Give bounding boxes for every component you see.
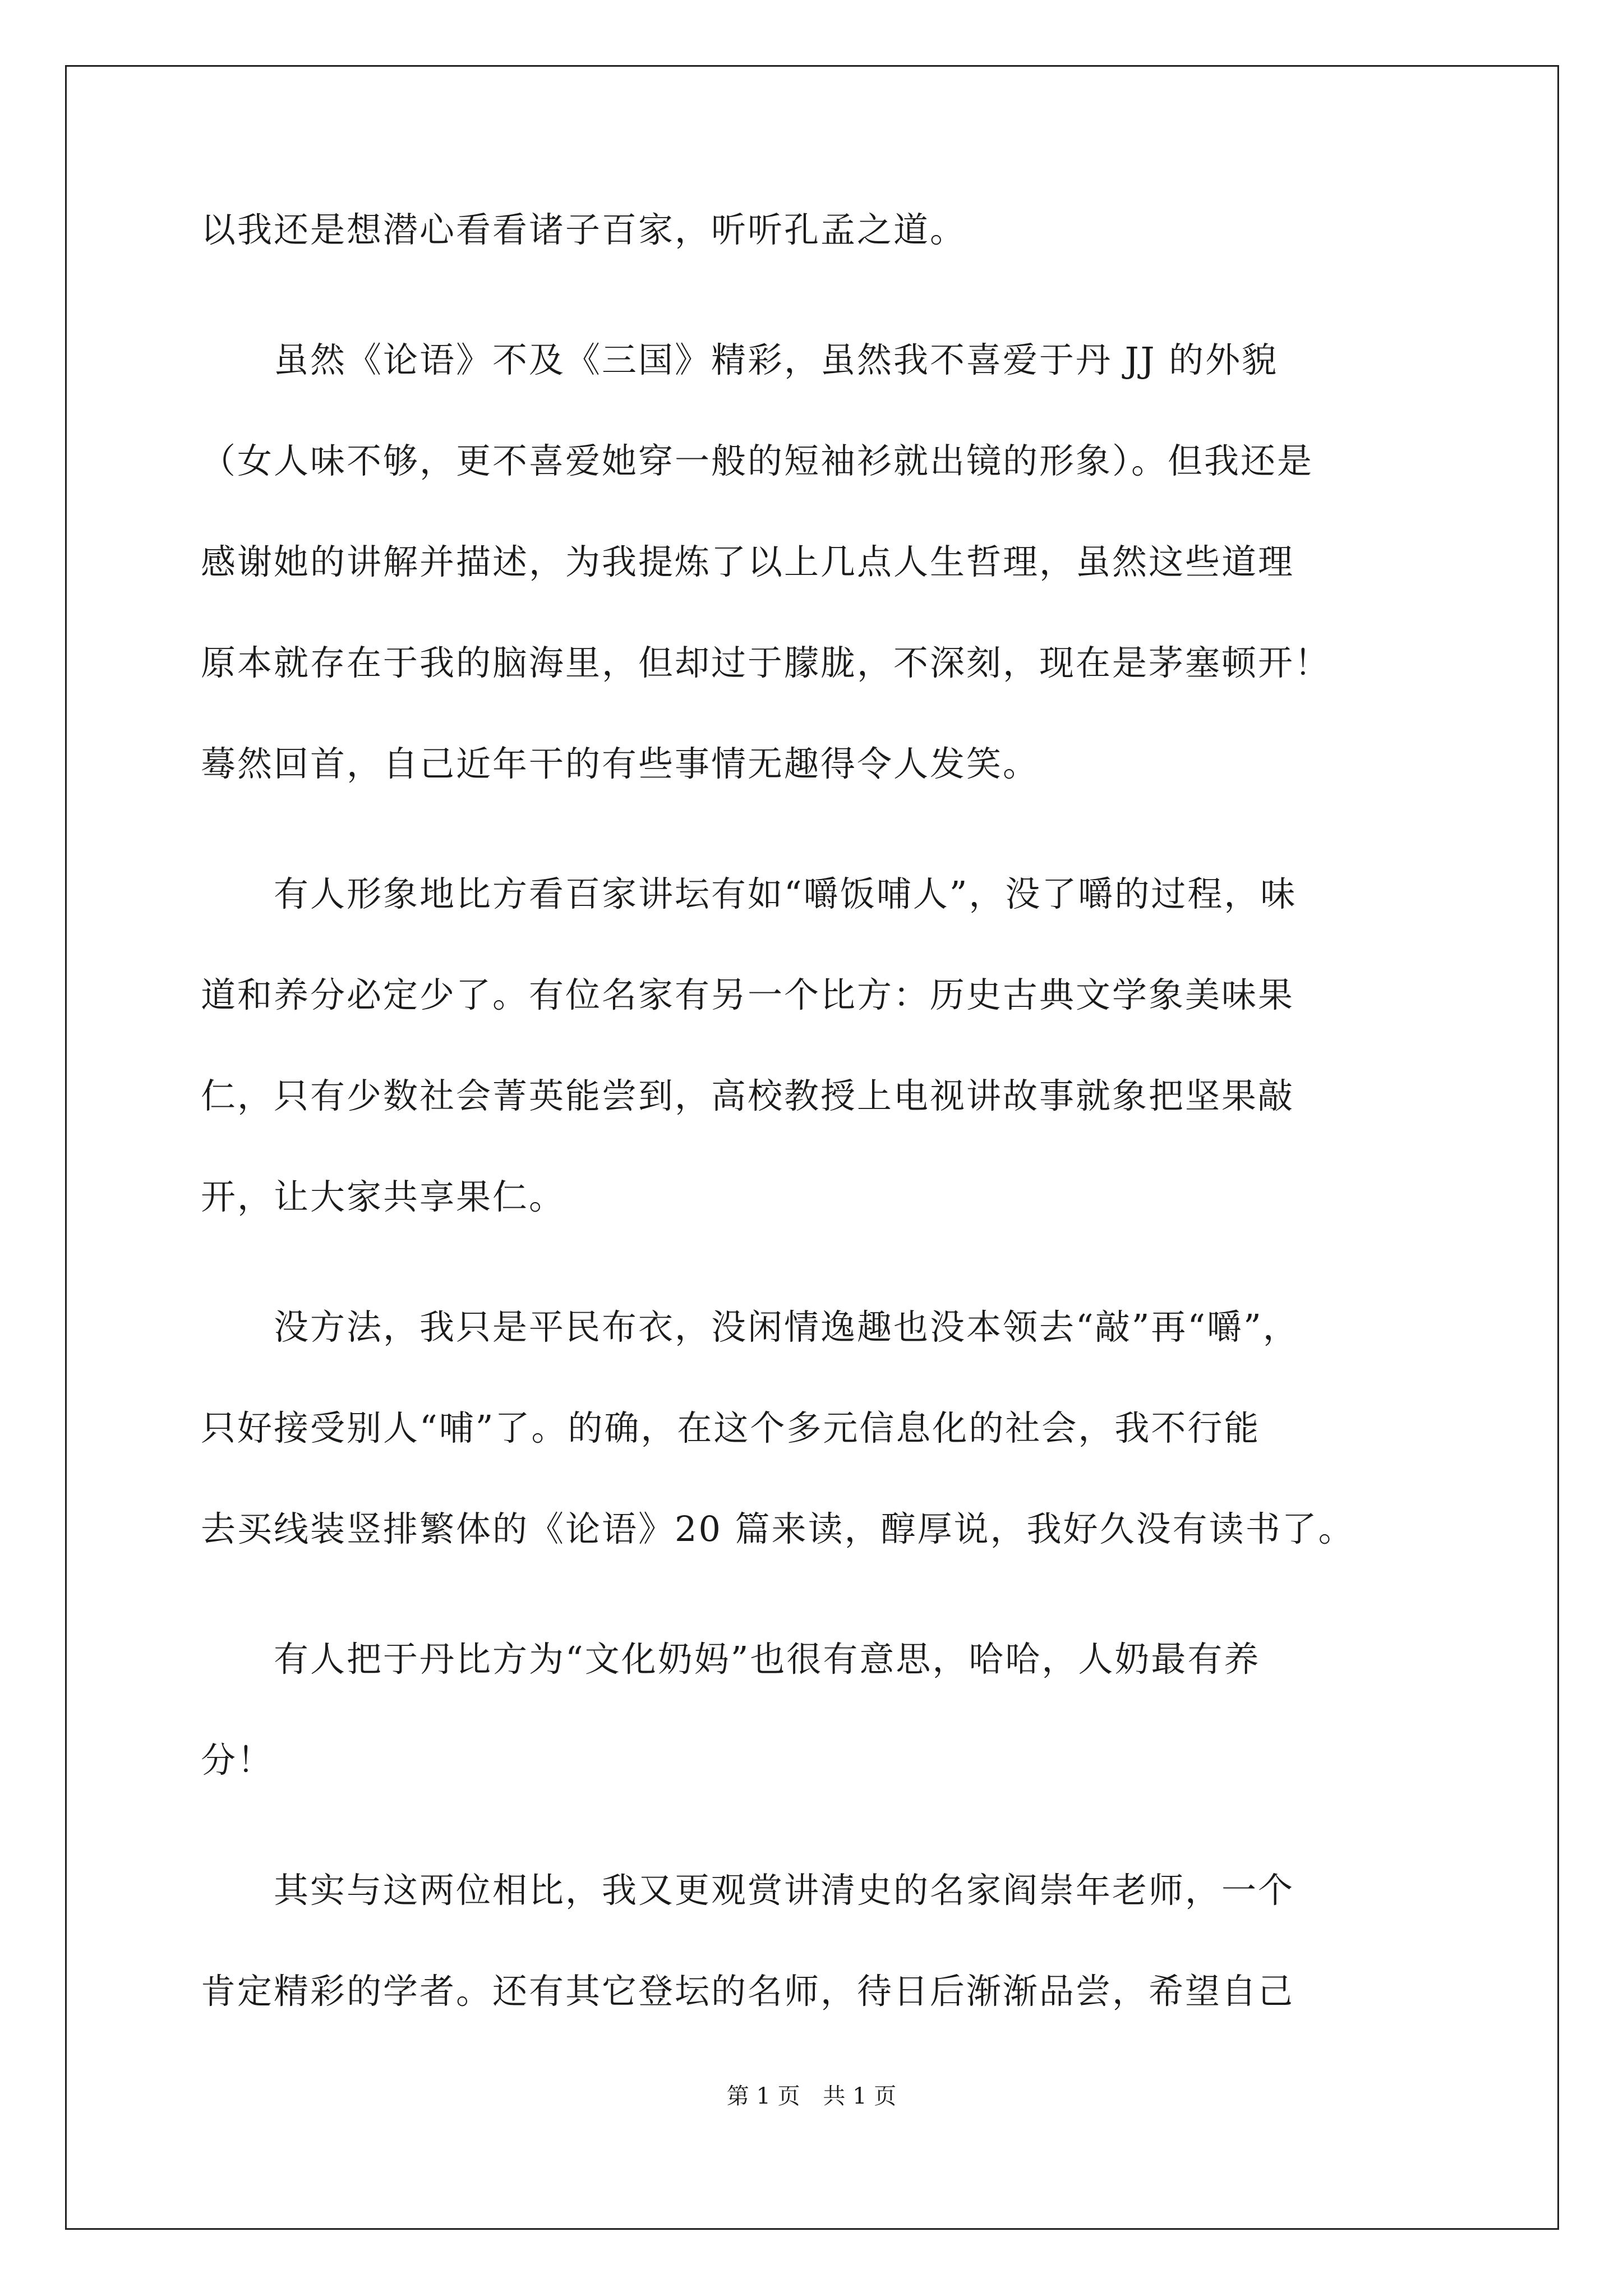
text-line: 只好接受别人“哺”了。的确，在这个多元信息化的社会，我不行能 <box>201 1407 1261 1448</box>
text-line: 其实与这两位相比，我又更观赏讲清史的名家阎崇年老师，一个 <box>201 1870 1295 1911</box>
page-number: 第 1 页 <box>726 2083 800 2109</box>
text-line: 以我还是想潜心看看诸子百家，听听孔孟之道。 <box>201 209 967 250</box>
text-line: 去买线装竖排繁体的《论语》20 篇来读，醇厚说，我好久没有读书了。 <box>201 1508 1355 1549</box>
text-line: 原本就存在于我的脑海里，但却过于朦胧，不深刻，现在是茅塞顿开！ <box>201 642 1331 683</box>
page-total: 共 1 页 <box>823 2083 897 2109</box>
text-line: 仁，只有少数社会菁英能尝到，高校教授上电视讲故事就象把坚果敲 <box>201 1075 1295 1116</box>
text-line: 开，让大家共享果仁。 <box>201 1176 566 1217</box>
text-line: 道和养分必定少了。有位名家有另一个比方：历史古典文学象美味果 <box>201 974 1295 1015</box>
text-line: 没方法，我只是平民布衣，没闲情逸趣也没本领去“敲”再“嚼”， <box>201 1306 1299 1347</box>
text-line: 蓦然回首，自己近年干的有些事情无趣得令人发笑。 <box>201 743 1040 784</box>
page-footer <box>0 2082 1623 2110</box>
text-line: （女人味不够，更不喜爱她穿一般的短袖衫就出镜的形象）。但我还是 <box>201 440 1314 481</box>
text-line: 有人形象地比方看百家讲坛有如“嚼饭哺人”，没了嚼的过程，味 <box>201 873 1297 914</box>
text-line: 虽然《论语》不及《三国》精彩，虽然我不喜爱于丹 JJ 的外貌 <box>201 339 1279 380</box>
text-line: 肯定精彩的学者。还有其它登坛的名师，待日后渐渐品尝，希望自己 <box>201 1971 1295 2012</box>
text-line: 有人把于丹比方为“文化奶妈”也很有意思，哈哈，人奶最有养 <box>201 1639 1261 1680</box>
text-line: 感谢她的讲解并描述，为我提炼了以上几点人生哲理，虽然这些道理 <box>201 541 1295 582</box>
text-line: 分！ <box>201 1740 274 1780</box>
